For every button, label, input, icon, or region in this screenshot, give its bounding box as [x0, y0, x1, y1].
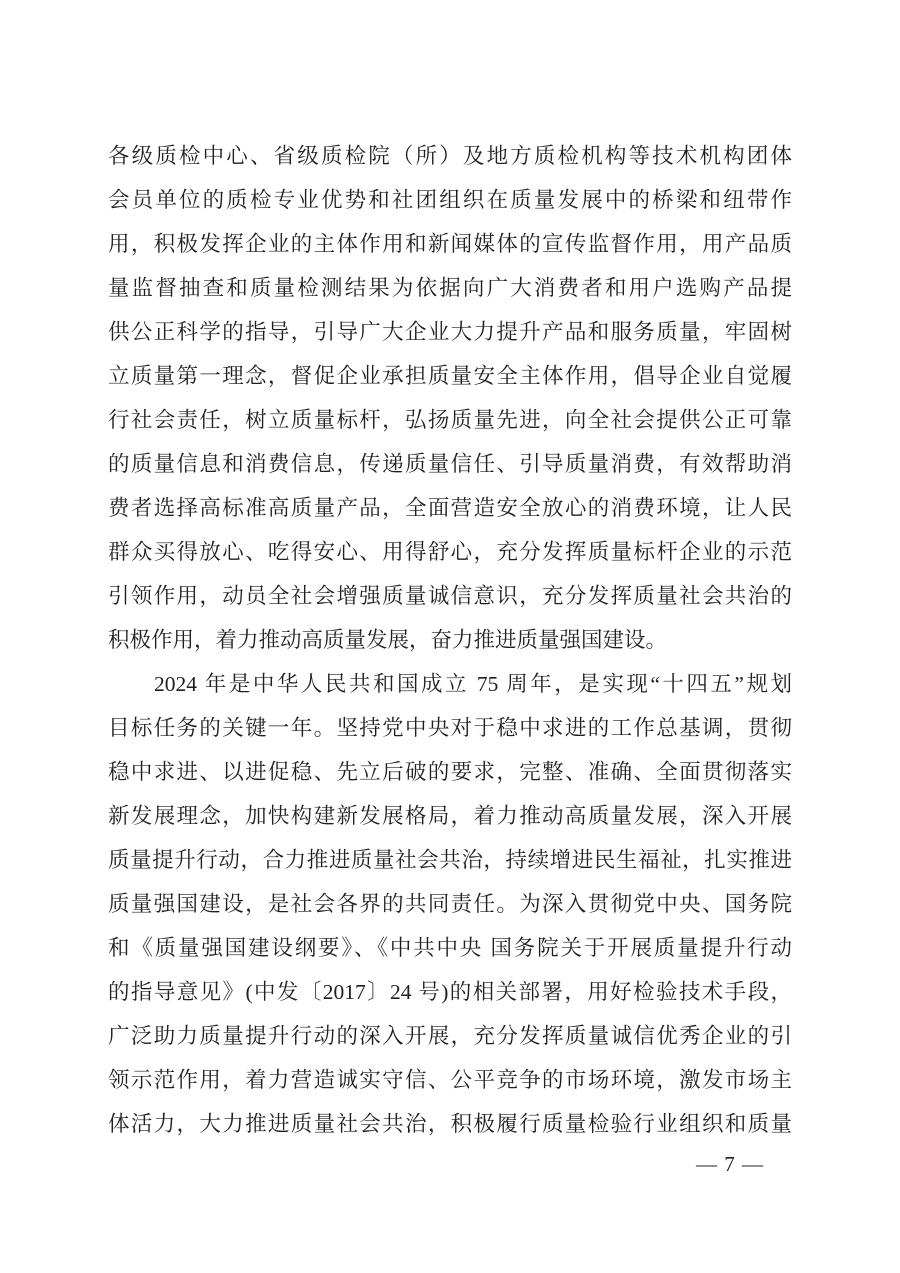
- text-line: 各级质检中心、省级质检院（所）及地方质检机构等技术机构团体: [108, 144, 792, 168]
- text-line: 立质量第一理念，督促企业承担质量安全主体作用，倡导企业自觉履: [108, 364, 792, 388]
- text-line: 目标任务的关键一年。坚持党中央对于稳中求进的工作总基调，贯彻: [108, 716, 792, 740]
- text-line: 积极作用，着力推动高质量发展，奋力推进质量强国建设。: [108, 628, 668, 652]
- text-line: 费者选择高标准高质量产品，全面营造安全放心的消费环境，让人民: [108, 496, 792, 520]
- text-line: 质量提升行动，合力推进质量社会共治，持续增进民生福祉，扎实推进: [108, 848, 792, 872]
- text-line: 会员单位的质检专业优势和社团组织在质量发展中的桥梁和纽带作: [108, 188, 792, 212]
- text-line: 引领作用，动员全社会增强质量诚信意识，充分发挥质量社会共治的: [108, 584, 792, 608]
- text-line: 领示范作用，着力营造诚实守信、公平竞争的市场环境，激发市场主: [108, 1068, 792, 1092]
- paragraph: [108, 662, 792, 1146]
- text-line: 供公正科学的指导，引导广大企业大力提升产品和服务质量，牢固树: [108, 320, 792, 344]
- text-line: 和《质量强国建设纲要》、《中共中央 国务院关于开展质量提升行动: [108, 936, 792, 960]
- text-line: 群众买得放心、吃得安心、用得舒心，充分发挥质量标杆企业的示范: [108, 540, 792, 564]
- text-line: 量监督抽查和质量检测结果为依据向广大消费者和用户选购产品提: [108, 276, 792, 300]
- paragraph: [108, 134, 792, 662]
- text-line: 新发展理念，加快构建新发展格局，着力推动高质量发展，深入开展: [108, 804, 792, 828]
- text-line: 2024 年是中华人民共和国成立 75 周年，是实现“十四五”规划: [154, 672, 792, 696]
- text-line: 用，积极发挥企业的主体作用和新闻媒体的宣传监督作用，用产品质: [108, 232, 792, 256]
- document-body: [108, 134, 792, 1146]
- text-line: 体活力，大力推进质量社会共治，积极履行质量检验行业组织和质量: [108, 1112, 792, 1136]
- page-number: — 7 —: [696, 1152, 764, 1176]
- text-line: 质量强国建设，是社会各界的共同责任。为深入贯彻党中央、国务院: [108, 892, 792, 916]
- text-line: 广泛助力质量提升行动的深入开展，充分发挥质量诚信优秀企业的引: [108, 1024, 792, 1048]
- text-line: 的质量信息和消费信息，传递质量信任、引导质量消费，有效帮助消: [108, 452, 792, 476]
- text-line: 行社会责任，树立质量标杆，弘扬质量先进，向全社会提供公正可靠: [108, 408, 792, 432]
- text-line: 稳中求进、以进促稳、先立后破的要求，完整、准确、全面贯彻落实: [108, 760, 792, 784]
- text-line: 的指导意见》(中发〔2017〕24 号)的相关部署，用好检验技术手段，: [108, 980, 792, 1004]
